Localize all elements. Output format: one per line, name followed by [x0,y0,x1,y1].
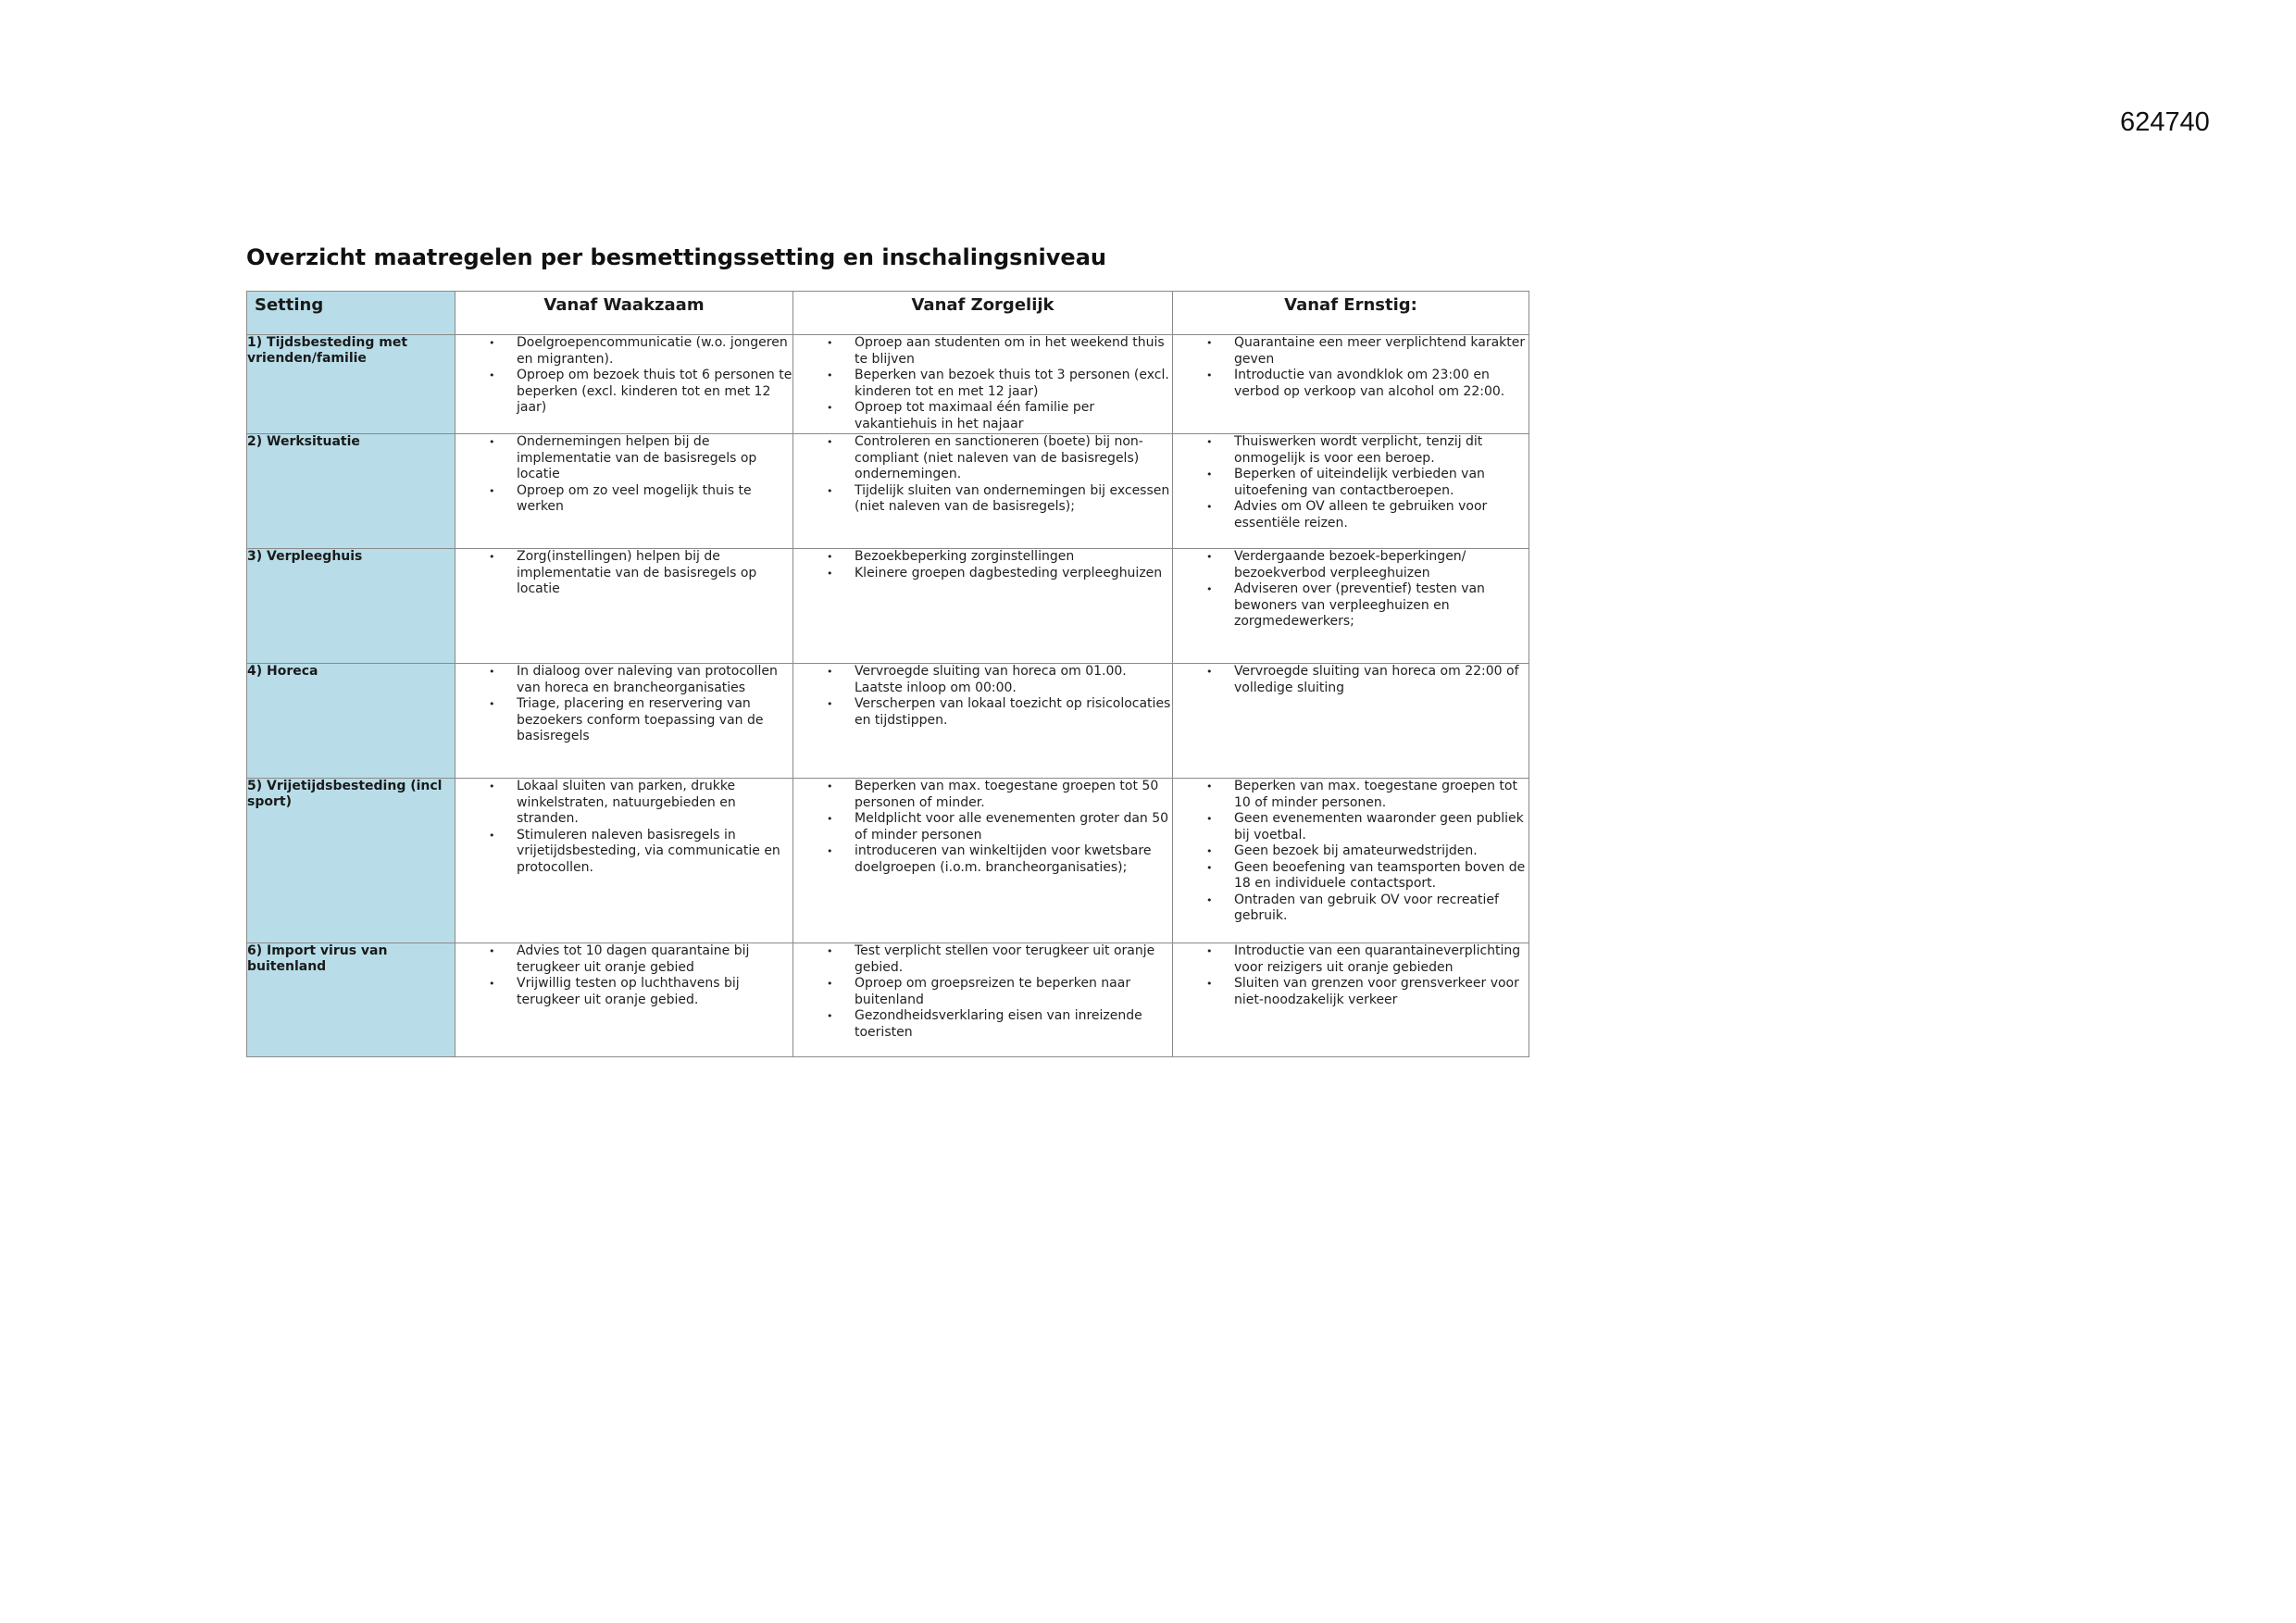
measure-item: • Zorg(instellingen) helpen bij de implementatie van de basisregels op locatie [455,549,792,598]
measure-item: • Oproep om bezoek thuis tot 6 personen te beperken (excl. kinderen tot en met 12 jaar) [455,368,792,417]
waakzaam-cell [455,664,793,779]
measure-item: • Geen beoefening van teamsporten boven de 18 en individuele contactsport. [1173,860,1529,893]
measure-item: • Stimuleren naleven basisregels in vrijetijdsbesteding, via communicatie en protocollen. [455,828,792,877]
setting-cell: 3) Verpleeghuis [247,549,455,664]
waakzaam-cell [455,335,793,434]
measure-item: • Vervroegde sluiting van horeca om 22:00 of volledige sluiting [1173,664,1529,696]
setting-cell: 5) Vrijetijdsbesteding (incl sport) [247,779,455,943]
waakzaam-cell [455,434,793,549]
measure-item: • Ondernemingen helpen bij de implementatie van de basisregels op locatie [455,434,792,483]
measure-item: • Quarantaine een meer verplichtend karakter geven [1173,335,1529,368]
measure-item: • Advies tot 10 dagen quarantaine bij terugkeer uit oranje gebied [455,943,792,976]
measure-item: • Doelgroepencommunicatie (w.o. jongeren en migranten). [455,335,792,368]
table-row [247,779,1529,943]
measure-item: • In dialoog over naleving van protocollen van horeca en brancheorganisaties [455,664,792,696]
ernstig-cell [1173,943,1529,1057]
table-header-row [247,292,1529,335]
measure-item: • Beperken van max. toegestane groepen tot 50 personen of minder. [793,779,1172,811]
table-row [247,943,1529,1057]
measure-item: • Triage, placering en reservering van bezoekers conform toepassing van de basisregels [455,696,792,745]
zorgelijk-cell [793,943,1173,1057]
zorgelijk-cell [793,434,1173,549]
ernstig-cell [1173,664,1529,779]
measure-item: • Ontraden van gebruik OV voor recreatief gebruik. [1173,893,1529,925]
measure-item: • Adviseren over (preventief) testen van bewoners van verpleeghuizen en zorgmedewerkers; [1173,581,1529,630]
column-header-waakzaam: Vanaf Waakzaam [455,292,793,335]
measure-item: • Verdergaande bezoek-beperkingen/ bezoekverbod verpleeghuizen [1173,549,1529,581]
zorgelijk-cell [793,779,1173,943]
column-header-zorgelijk: Vanaf Zorgelijk [793,292,1173,335]
table-row [247,549,1529,664]
measure-item: • Test verplicht stellen voor terugkeer uit oranje gebied. [793,943,1172,976]
ernstig-cell [1173,335,1529,434]
measure-item: • Sluiten van grenzen voor grensverkeer voor niet-noodzakelijk verkeer [1173,976,1529,1008]
measure-item: • Beperken van max. toegestane groepen tot 10 of minder personen. [1173,779,1529,811]
zorgelijk-cell [793,664,1173,779]
ernstig-cell [1173,549,1529,664]
measure-item: • Beperken of uiteindelijk verbieden van uitoefening van contactberoepen. [1173,467,1529,499]
ernstig-cell [1173,779,1529,943]
measure-item: • Introductie van avondklok om 23:00 en verbod op verkoop van alcohol om 22:00. [1173,368,1529,400]
measure-item: • Beperken van bezoek thuis tot 3 personen (excl. kinderen tot en met 12 jaar) [793,368,1172,400]
setting-cell: 4) Horeca [247,664,455,779]
measure-item: • Thuiswerken wordt verplicht, tenzij dit onmogelijk is voor een beroep. [1173,434,1529,467]
measure-item: • Geen bezoek bij amateurwedstrijden. [1173,843,1529,860]
zorgelijk-cell [793,335,1173,434]
column-header-setting: Setting [247,292,455,335]
setting-cell: 2) Werksituatie [247,434,455,549]
measure-item: • Oproep aan studenten om in het weekend thuis te blijven [793,335,1172,368]
measure-item: • Oproep om groepsreizen te beperken naar buitenland [793,976,1172,1008]
measure-item: • Vervroegde sluiting van horeca om 01.00. Laatste inloop om 00:00. [793,664,1172,696]
measure-item: • Tijdelijk sluiten van ondernemingen bij excessen (niet naleven van de basisregels); [793,483,1172,516]
table-row [247,434,1529,549]
column-header-ernstig: Vanaf Ernstig: [1173,292,1529,335]
measure-item: • Oproep om zo veel mogelijk thuis te werken [455,483,792,516]
document-number: 624740 [2120,107,2210,137]
measure-item: • Vrijwillig testen op luchthavens bij terugkeer uit oranje gebied. [455,976,792,1008]
measure-item: • Advies om OV alleen te gebruiken voor essentiële reizen. [1173,499,1529,531]
waakzaam-cell [455,779,793,943]
measure-item: • Bezoekbeperking zorginstellingen [793,549,1172,566]
measures-table [246,291,1529,1057]
measure-item: • Controleren en sanctioneren (boete) bij non-compliant (niet naleven van de basisregels) ondernemingen. [793,434,1172,483]
measure-item: • Geen evenementen waaronder geen publiek bij voetbal. [1173,811,1529,843]
measure-item: • Oproep tot maximaal één familie per vakantiehuis in het najaar [793,400,1172,432]
measure-item: • Verscherpen van lokaal toezicht op risicolocaties en tijdstippen. [793,696,1172,729]
measure-item: • Gezondheidsverklaring eisen van inreizende toeristen [793,1008,1172,1041]
zorgelijk-cell [793,549,1173,664]
setting-cell: 6) Import virus van buitenland [247,943,455,1057]
table-row [247,664,1529,779]
page-title: Overzicht maatregelen per besmettingssetting en inschalingsniveau [246,244,1106,270]
waakzaam-cell [455,943,793,1057]
measure-item: • Meldplicht voor alle evenementen groter dan 50 of minder personen [793,811,1172,843]
table-row [247,335,1529,434]
measure-item: • Lokaal sluiten van parken, drukke winkelstraten, natuurgebieden en stranden. [455,779,792,828]
ernstig-cell [1173,434,1529,549]
measure-item: • introduceren van winkeltijden voor kwetsbare doelgroepen (i.o.m. brancheorganisaties); [793,843,1172,876]
measure-item: • Kleinere groepen dagbesteding verpleeghuizen [793,566,1172,582]
setting-cell: 1) Tijdsbesteding met vrienden/familie [247,335,455,434]
measure-item: • Introductie van een quarantaineverplichting voor reizigers uit oranje gebieden [1173,943,1529,976]
waakzaam-cell [455,549,793,664]
